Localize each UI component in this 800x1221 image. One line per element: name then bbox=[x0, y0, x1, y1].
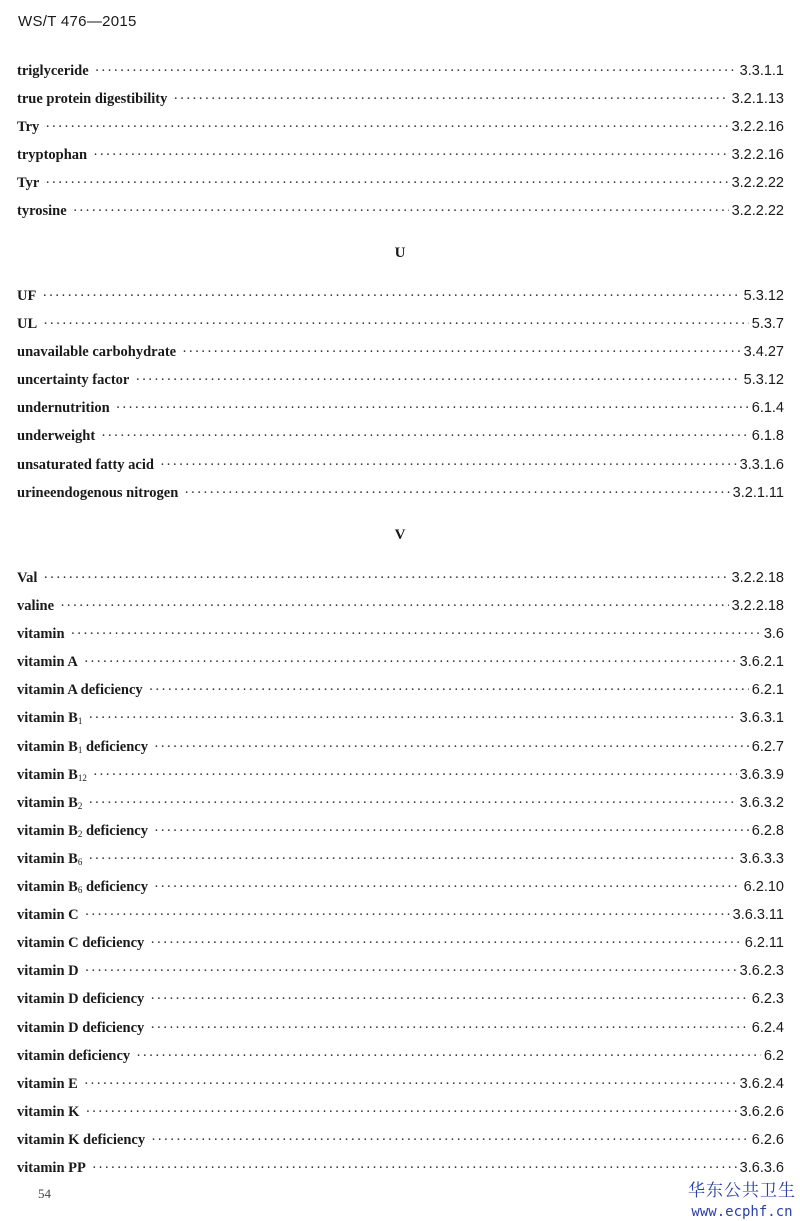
index-entry bbox=[17, 733, 784, 761]
dot-leader bbox=[136, 1042, 761, 1070]
term-text: uncertainty factor bbox=[17, 372, 130, 389]
index-term bbox=[17, 1098, 85, 1126]
clause-reference: 6.2.10 bbox=[743, 879, 784, 896]
dot-leader bbox=[84, 648, 737, 676]
clause-reference: 3.6.3.9 bbox=[739, 766, 784, 783]
clause-reference: 3.2.2.16 bbox=[731, 147, 784, 164]
dot-leader bbox=[85, 901, 730, 929]
term-suffix: deficiency bbox=[82, 738, 148, 755]
clause-reference: 6.2.1 bbox=[751, 682, 784, 699]
term-text: vitamin C bbox=[17, 907, 79, 924]
index-entry bbox=[17, 479, 784, 507]
index-entry bbox=[17, 310, 784, 338]
term-text: undernutrition bbox=[17, 400, 110, 417]
index-entry bbox=[17, 845, 784, 873]
dot-leader bbox=[43, 310, 749, 338]
clause-reference: 5.3.12 bbox=[743, 372, 784, 389]
index-term bbox=[17, 1042, 136, 1070]
index-entry bbox=[17, 1014, 784, 1042]
dot-leader bbox=[154, 817, 749, 845]
clause-reference: 3.3.1.6 bbox=[739, 456, 784, 473]
index-entry bbox=[17, 197, 784, 225]
clause-reference: 3.2.2.22 bbox=[731, 175, 784, 192]
clause-reference: 3.2.2.18 bbox=[731, 570, 784, 586]
index-term bbox=[17, 901, 85, 929]
term-text: unsaturated fatty acid bbox=[17, 456, 154, 473]
index-group-u bbox=[17, 282, 784, 507]
term-text: UL bbox=[17, 316, 38, 333]
index-term bbox=[17, 761, 93, 792]
term-text: vitamin A deficiency bbox=[17, 682, 143, 699]
index-term bbox=[17, 1126, 151, 1154]
index-entry bbox=[17, 394, 784, 422]
watermark-url: www.ecphf.cn bbox=[691, 1204, 793, 1220]
index-term bbox=[17, 817, 154, 848]
dot-leader bbox=[60, 592, 729, 620]
index-term bbox=[17, 113, 45, 141]
clause-reference: 3.6.3.2 bbox=[739, 794, 784, 811]
index-entry bbox=[17, 1042, 784, 1070]
index-term bbox=[17, 422, 101, 450]
index-term bbox=[17, 957, 85, 985]
dot-leader bbox=[42, 282, 740, 310]
index-term bbox=[17, 845, 88, 876]
dot-leader bbox=[150, 929, 741, 957]
term-text: tyrosine bbox=[17, 203, 67, 220]
dot-leader bbox=[150, 1014, 748, 1042]
index-entry bbox=[17, 648, 784, 676]
index-entry bbox=[17, 676, 784, 704]
index-term bbox=[17, 366, 135, 394]
clause-reference: 5.3.12 bbox=[743, 288, 784, 304]
index-term bbox=[17, 85, 173, 113]
index-term bbox=[17, 648, 84, 676]
term-suffix: deficiency bbox=[82, 879, 148, 896]
dot-leader bbox=[95, 57, 737, 85]
clause-reference: 6.1.4 bbox=[751, 400, 784, 417]
term-text: vitamin deficiency bbox=[17, 1047, 131, 1064]
term-text: vitamin K deficiency bbox=[17, 1131, 146, 1148]
dot-leader bbox=[71, 620, 761, 648]
clause-reference: 3.6.2.6 bbox=[739, 1103, 784, 1120]
term-text: vitamin D deficiency bbox=[17, 1019, 145, 1036]
term-text: vitamin B bbox=[17, 766, 78, 783]
index-term bbox=[17, 564, 43, 592]
term-text: Val bbox=[17, 570, 38, 586]
index-term bbox=[17, 479, 184, 507]
index-entry bbox=[17, 113, 784, 141]
term-subscript: 12 bbox=[77, 772, 87, 783]
term-text: vitamin D deficiency bbox=[17, 991, 145, 1008]
index-entry bbox=[17, 282, 784, 310]
term-text: vitamin B bbox=[17, 879, 78, 896]
section-letter-v: V bbox=[394, 527, 406, 543]
term-text: triglyceride bbox=[17, 63, 89, 79]
index-term bbox=[17, 592, 60, 620]
index-entry bbox=[17, 985, 784, 1013]
term-text: Try bbox=[17, 119, 40, 136]
dot-leader bbox=[184, 479, 729, 507]
index-entry bbox=[17, 704, 784, 732]
dot-leader bbox=[151, 1126, 749, 1154]
dot-leader bbox=[101, 422, 749, 450]
index-term bbox=[17, 394, 116, 422]
term-text: vitamin bbox=[17, 626, 65, 643]
term-text: vitamin B bbox=[17, 822, 78, 839]
term-subscript: 2 bbox=[77, 828, 83, 839]
clause-reference: 3.6.3.3 bbox=[739, 850, 784, 867]
clause-reference: 6.2.3 bbox=[751, 991, 784, 1008]
clause-reference: 6.2.7 bbox=[751, 738, 784, 755]
index-entry bbox=[17, 620, 784, 648]
index-term bbox=[17, 1014, 150, 1042]
dot-leader bbox=[85, 957, 737, 985]
index-term bbox=[17, 873, 154, 904]
index-entry bbox=[17, 451, 784, 479]
dot-leader bbox=[154, 873, 741, 901]
dot-leader bbox=[116, 394, 749, 422]
dot-leader bbox=[182, 338, 741, 366]
term-text: vitamin B bbox=[17, 794, 78, 811]
index-term bbox=[17, 57, 95, 85]
term-text: true protein digestibility bbox=[17, 91, 168, 108]
index-term bbox=[17, 704, 88, 735]
clause-reference: 3.2.2.22 bbox=[731, 203, 784, 220]
index-term bbox=[17, 197, 73, 225]
page-number: 54 bbox=[38, 1186, 51, 1201]
clause-reference: 3.6.3.1 bbox=[739, 710, 784, 727]
index-term bbox=[17, 169, 45, 197]
dot-leader bbox=[85, 1098, 736, 1126]
clause-reference: 3.6.3.11 bbox=[732, 907, 784, 924]
watermark-chinese-text: 华东公共卫生 bbox=[688, 1181, 796, 1201]
clause-reference: 3.6.3.6 bbox=[739, 1159, 784, 1176]
clause-reference: 5.3.7 bbox=[751, 316, 784, 333]
clause-reference: 3.3.1.1 bbox=[739, 63, 784, 79]
index-entry bbox=[17, 57, 784, 85]
index-term bbox=[17, 676, 149, 704]
dot-leader bbox=[92, 1154, 737, 1182]
term-text: vitamin PP bbox=[17, 1159, 86, 1176]
index-entry bbox=[17, 789, 784, 817]
index-term bbox=[17, 282, 42, 310]
index-group-t bbox=[17, 57, 784, 226]
dot-leader bbox=[154, 733, 749, 761]
index-entry bbox=[17, 901, 784, 929]
index-term bbox=[17, 985, 150, 1013]
index-entry bbox=[17, 957, 784, 985]
index-entry bbox=[17, 873, 784, 901]
index-entry bbox=[17, 1070, 784, 1098]
index-entry bbox=[17, 1126, 784, 1154]
clause-reference: 6.1.8 bbox=[751, 428, 784, 445]
term-text: underweight bbox=[17, 428, 96, 445]
term-text: tryptophan bbox=[17, 147, 88, 164]
dot-leader bbox=[73, 197, 729, 225]
index-term bbox=[17, 789, 88, 820]
index-entry bbox=[17, 422, 784, 450]
index-term bbox=[17, 451, 160, 479]
clause-reference: 3.2.2.16 bbox=[731, 119, 784, 136]
term-text: vitamin A bbox=[17, 654, 78, 671]
index-term bbox=[17, 733, 154, 764]
dot-leader bbox=[149, 676, 749, 704]
index-term bbox=[17, 1154, 92, 1182]
index-entry bbox=[17, 564, 784, 592]
dot-leader bbox=[173, 85, 728, 113]
index-entry bbox=[17, 1098, 784, 1126]
dot-leader bbox=[84, 1070, 737, 1098]
term-subscript: 1 bbox=[77, 744, 83, 755]
index-term bbox=[17, 620, 71, 648]
index-entry bbox=[17, 85, 784, 113]
index-entry bbox=[17, 1154, 784, 1182]
index-term bbox=[17, 1070, 84, 1098]
index-term bbox=[17, 141, 93, 169]
dot-leader bbox=[88, 704, 736, 732]
term-text: unavailable carbohydrate bbox=[17, 344, 177, 361]
clause-reference: 3.4.27 bbox=[743, 344, 784, 361]
dot-leader bbox=[160, 451, 737, 479]
term-subscript: 6 bbox=[77, 856, 83, 867]
section-letter-u: U bbox=[394, 245, 406, 261]
index-entry bbox=[17, 817, 784, 845]
clause-reference: 3.2.2.18 bbox=[731, 598, 784, 615]
term-text: UF bbox=[17, 288, 37, 304]
clause-reference: 3.2.1.11 bbox=[732, 484, 784, 501]
term-subscript: 2 bbox=[77, 800, 83, 811]
index-entry bbox=[17, 141, 784, 169]
term-text: vitamin B bbox=[17, 710, 78, 727]
term-text: vitamin E bbox=[17, 1075, 78, 1092]
term-suffix: deficiency bbox=[82, 822, 148, 839]
term-text: vitamin B bbox=[17, 738, 78, 755]
clause-reference: 3.6.2.4 bbox=[739, 1075, 784, 1092]
index-entry bbox=[17, 592, 784, 620]
clause-reference: 6.2.4 bbox=[751, 1019, 784, 1036]
index-group-v bbox=[17, 564, 784, 1182]
index-entry bbox=[17, 169, 784, 197]
term-text: valine bbox=[17, 598, 55, 615]
term-text: vitamin C deficiency bbox=[17, 935, 145, 952]
term-text: Tyr bbox=[17, 175, 40, 192]
dot-leader bbox=[43, 564, 728, 592]
clause-reference: 3.2.1.13 bbox=[731, 91, 784, 108]
dot-leader bbox=[45, 169, 728, 197]
index-entry bbox=[17, 338, 784, 366]
clause-reference: 3.6 bbox=[763, 626, 784, 643]
dot-leader bbox=[135, 366, 740, 394]
watermark bbox=[688, 1179, 796, 1221]
dot-leader bbox=[93, 761, 737, 789]
dot-leader bbox=[88, 789, 736, 817]
term-text: vitamin K bbox=[17, 1103, 80, 1120]
index-term bbox=[17, 310, 43, 338]
dot-leader bbox=[93, 141, 728, 169]
dot-leader bbox=[150, 985, 748, 1013]
index-entry bbox=[17, 761, 784, 789]
clause-reference: 3.6.2.1 bbox=[739, 654, 784, 671]
index-term bbox=[17, 338, 182, 366]
clause-reference: 6.2.6 bbox=[751, 1131, 784, 1148]
term-subscript: 1 bbox=[77, 716, 83, 727]
document-code: WS/T 476—2015 bbox=[18, 13, 137, 30]
clause-reference: 6.2 bbox=[763, 1047, 784, 1064]
index-entry bbox=[17, 929, 784, 957]
term-text: vitamin D bbox=[17, 963, 79, 980]
term-text: vitamin B bbox=[17, 850, 78, 867]
clause-reference: 3.6.2.3 bbox=[739, 963, 784, 980]
clause-reference: 6.2.11 bbox=[744, 935, 784, 952]
term-text: urineendogenous nitrogen bbox=[17, 484, 179, 501]
dot-leader bbox=[88, 845, 736, 873]
dot-leader bbox=[45, 113, 728, 141]
index-term bbox=[17, 929, 150, 957]
clause-reference: 6.2.8 bbox=[751, 822, 784, 839]
term-subscript: 6 bbox=[77, 885, 83, 896]
index-entry bbox=[17, 366, 784, 394]
